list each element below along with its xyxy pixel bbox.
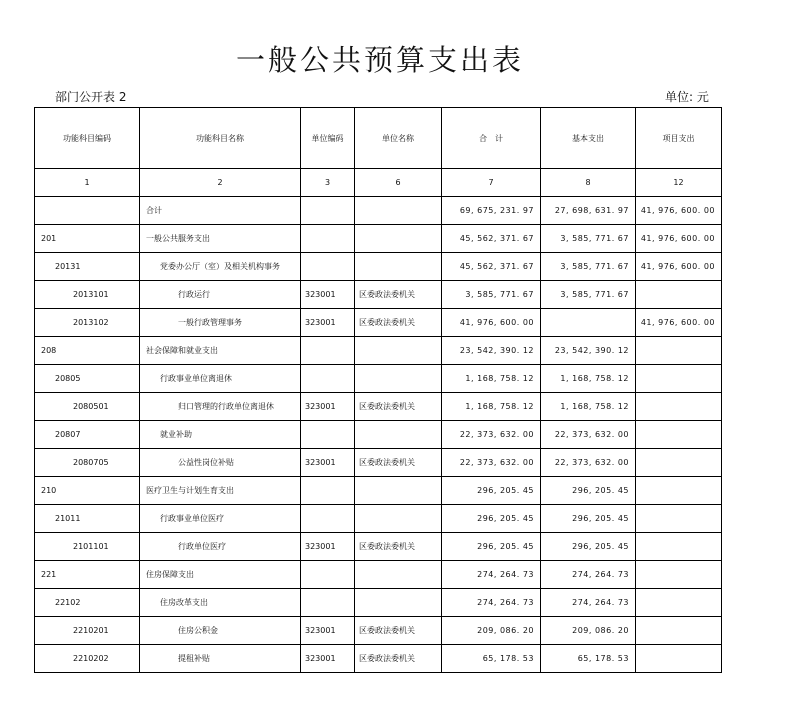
table-row	[35, 253, 722, 281]
function-name-cell: 行政事业单位离退休	[140, 365, 301, 393]
function-code-cell: 2013102	[35, 309, 140, 337]
basic-expenditure-cell: 27, 698, 631. 97	[541, 197, 636, 225]
project-expenditure-cell	[636, 393, 722, 421]
function-name-cell: 合计	[140, 197, 301, 225]
unit-name-cell	[355, 421, 442, 449]
header-total: 合 计	[442, 108, 541, 169]
table-row	[35, 449, 722, 477]
unit-name-cell: 区委政法委机关	[355, 449, 442, 477]
function-code-cell: 221	[35, 561, 140, 589]
column-index: 7	[442, 169, 541, 197]
unit-code-cell: 323001	[301, 449, 355, 477]
unit-name-cell: 区委政法委机关	[355, 533, 442, 561]
basic-expenditure-cell: 274, 264. 73	[541, 589, 636, 617]
total-cell: 3, 585, 771. 67	[442, 281, 541, 309]
page-title: 一般公共预算支出表	[235, 43, 524, 77]
column-index: 2	[140, 169, 301, 197]
basic-expenditure-cell: 22, 373, 632. 00	[541, 449, 636, 477]
project-expenditure-cell	[636, 617, 722, 645]
table-row	[35, 421, 722, 449]
function-name-cell: 提租补贴	[140, 645, 301, 673]
basic-expenditure-cell: 296, 205. 45	[541, 533, 636, 561]
function-name-cell: 医疗卫生与计划生育支出	[140, 477, 301, 505]
basic-expenditure-cell: 3, 585, 771. 67	[541, 281, 636, 309]
function-name-cell: 一般公共服务支出	[140, 225, 301, 253]
function-code-cell: 22102	[35, 589, 140, 617]
project-expenditure-cell: 41, 976, 600. 00	[636, 197, 722, 225]
total-cell: 274, 264. 73	[442, 589, 541, 617]
function-name-cell: 党委办公厅（室）及相关机构事务	[140, 253, 301, 281]
column-index: 1	[35, 169, 140, 197]
function-code-cell: 208	[35, 337, 140, 365]
table-row	[35, 197, 722, 225]
basic-expenditure-cell: 3, 585, 771. 67	[541, 225, 636, 253]
unit-label: 单位: 元	[665, 90, 709, 104]
basic-expenditure-cell: 296, 205. 45	[541, 477, 636, 505]
column-index: 8	[541, 169, 636, 197]
table-row	[35, 281, 722, 309]
function-code-cell: 20807	[35, 421, 140, 449]
table-row	[35, 225, 722, 253]
function-name-cell: 行政事业单位医疗	[140, 505, 301, 533]
function-code-cell: 20131	[35, 253, 140, 281]
table-id-label: 部门公开表 2	[55, 90, 127, 104]
header-unit-name: 单位名称	[355, 108, 442, 169]
unit-code-cell	[301, 561, 355, 589]
project-expenditure-cell	[636, 645, 722, 673]
unit-name-cell	[355, 253, 442, 281]
total-cell: 41, 976, 600. 00	[442, 309, 541, 337]
function-name-cell: 归口管理的行政单位离退休	[140, 393, 301, 421]
column-index: 6	[355, 169, 442, 197]
table-row	[35, 365, 722, 393]
unit-name-cell	[355, 337, 442, 365]
total-cell: 296, 205. 45	[442, 505, 541, 533]
unit-code-cell: 323001	[301, 393, 355, 421]
basic-expenditure-cell: 296, 205. 45	[541, 505, 636, 533]
unit-name-cell: 区委政法委机关	[355, 393, 442, 421]
project-expenditure-cell	[636, 281, 722, 309]
unit-name-cell: 区委政法委机关	[355, 281, 442, 309]
total-cell: 296, 205. 45	[442, 477, 541, 505]
column-index: 12	[636, 169, 722, 197]
basic-expenditure-cell: 22, 373, 632. 00	[541, 421, 636, 449]
unit-code-cell	[301, 589, 355, 617]
function-name-cell: 住房公积金	[140, 617, 301, 645]
project-expenditure-cell: 41, 976, 600. 00	[636, 309, 722, 337]
unit-code-cell	[301, 421, 355, 449]
function-code-cell	[35, 197, 140, 225]
total-cell: 296, 205. 45	[442, 533, 541, 561]
table-row	[35, 337, 722, 365]
unit-code-cell: 323001	[301, 617, 355, 645]
unit-name-cell	[355, 225, 442, 253]
header-function-code: 功能科目编码	[35, 108, 140, 169]
table-row	[35, 589, 722, 617]
basic-expenditure-cell: 1, 168, 758. 12	[541, 393, 636, 421]
table-row	[35, 393, 722, 421]
function-name-cell: 住房改革支出	[140, 589, 301, 617]
unit-code-cell	[301, 365, 355, 393]
function-code-cell: 2013101	[35, 281, 140, 309]
column-index: 3	[301, 169, 355, 197]
basic-expenditure-cell: 65, 178. 53	[541, 645, 636, 673]
total-cell: 274, 264. 73	[442, 561, 541, 589]
total-cell: 65, 178. 53	[442, 645, 541, 673]
unit-code-cell	[301, 505, 355, 533]
basic-expenditure-cell: 3, 585, 771. 67	[541, 253, 636, 281]
function-code-cell: 210	[35, 477, 140, 505]
table-row	[35, 477, 722, 505]
function-code-cell: 20805	[35, 365, 140, 393]
unit-code-cell	[301, 197, 355, 225]
unit-name-cell: 区委政法委机关	[355, 309, 442, 337]
total-cell: 22, 373, 632. 00	[442, 421, 541, 449]
unit-code-cell: 323001	[301, 281, 355, 309]
project-expenditure-cell: 41, 976, 600. 00	[636, 253, 722, 281]
table-row	[35, 617, 722, 645]
function-name-cell: 行政单位医疗	[140, 533, 301, 561]
header-function-name: 功能科目名称	[140, 108, 301, 169]
unit-name-cell	[355, 365, 442, 393]
budget-expenditure-table	[34, 107, 722, 673]
basic-expenditure-cell: 209, 086. 20	[541, 617, 636, 645]
basic-expenditure-cell: 274, 264. 73	[541, 561, 636, 589]
function-name-cell: 就业补助	[140, 421, 301, 449]
unit-code-cell	[301, 337, 355, 365]
function-code-cell: 2080501	[35, 393, 140, 421]
table-row	[35, 505, 722, 533]
function-code-cell: 2210201	[35, 617, 140, 645]
project-expenditure-cell	[636, 337, 722, 365]
total-cell: 69, 675, 231. 97	[442, 197, 541, 225]
total-cell: 1, 168, 758. 12	[442, 393, 541, 421]
total-cell: 45, 562, 371. 67	[442, 225, 541, 253]
unit-code-cell	[301, 253, 355, 281]
project-expenditure-cell: 41, 976, 600. 00	[636, 225, 722, 253]
table-row	[35, 561, 722, 589]
function-name-cell: 行政运行	[140, 281, 301, 309]
table-row	[35, 309, 722, 337]
function-name-cell: 公益性岗位补贴	[140, 449, 301, 477]
column-index-row	[35, 169, 722, 197]
unit-name-cell: 区委政法委机关	[355, 645, 442, 673]
unit-code-cell: 323001	[301, 645, 355, 673]
total-cell: 45, 562, 371. 67	[442, 253, 541, 281]
project-expenditure-cell	[636, 449, 722, 477]
unit-code-cell: 323001	[301, 309, 355, 337]
header-project-expenditure: 项目支出	[636, 108, 722, 169]
project-expenditure-cell	[636, 365, 722, 393]
basic-expenditure-cell	[541, 309, 636, 337]
header-row	[35, 108, 722, 169]
unit-name-cell	[355, 477, 442, 505]
function-code-cell: 2080705	[35, 449, 140, 477]
project-expenditure-cell	[636, 477, 722, 505]
unit-name-cell: 区委政法委机关	[355, 617, 442, 645]
function-code-cell: 2210202	[35, 645, 140, 673]
unit-name-cell	[355, 197, 442, 225]
function-code-cell: 21011	[35, 505, 140, 533]
basic-expenditure-cell: 1, 168, 758. 12	[541, 365, 636, 393]
project-expenditure-cell	[636, 533, 722, 561]
unit-name-cell	[355, 589, 442, 617]
unit-code-cell: 323001	[301, 533, 355, 561]
unit-code-cell	[301, 477, 355, 505]
unit-name-cell	[355, 505, 442, 533]
unit-name-cell	[355, 561, 442, 589]
function-code-cell: 201	[35, 225, 140, 253]
project-expenditure-cell	[636, 421, 722, 449]
function-name-cell: 一般行政管理事务	[140, 309, 301, 337]
project-expenditure-cell	[636, 505, 722, 533]
total-cell: 209, 086. 20	[442, 617, 541, 645]
header-basic-expenditure: 基本支出	[541, 108, 636, 169]
header-unit-code: 单位编码	[301, 108, 355, 169]
unit-code-cell	[301, 225, 355, 253]
total-cell: 22, 373, 632. 00	[442, 449, 541, 477]
total-cell: 1, 168, 758. 12	[442, 365, 541, 393]
total-cell: 23, 542, 390. 12	[442, 337, 541, 365]
project-expenditure-cell	[636, 589, 722, 617]
basic-expenditure-cell: 23, 542, 390. 12	[541, 337, 636, 365]
function-name-cell: 社会保障和就业支出	[140, 337, 301, 365]
function-code-cell: 2101101	[35, 533, 140, 561]
function-name-cell: 住房保障支出	[140, 561, 301, 589]
table-row	[35, 645, 722, 673]
table-row	[35, 533, 722, 561]
project-expenditure-cell	[636, 561, 722, 589]
